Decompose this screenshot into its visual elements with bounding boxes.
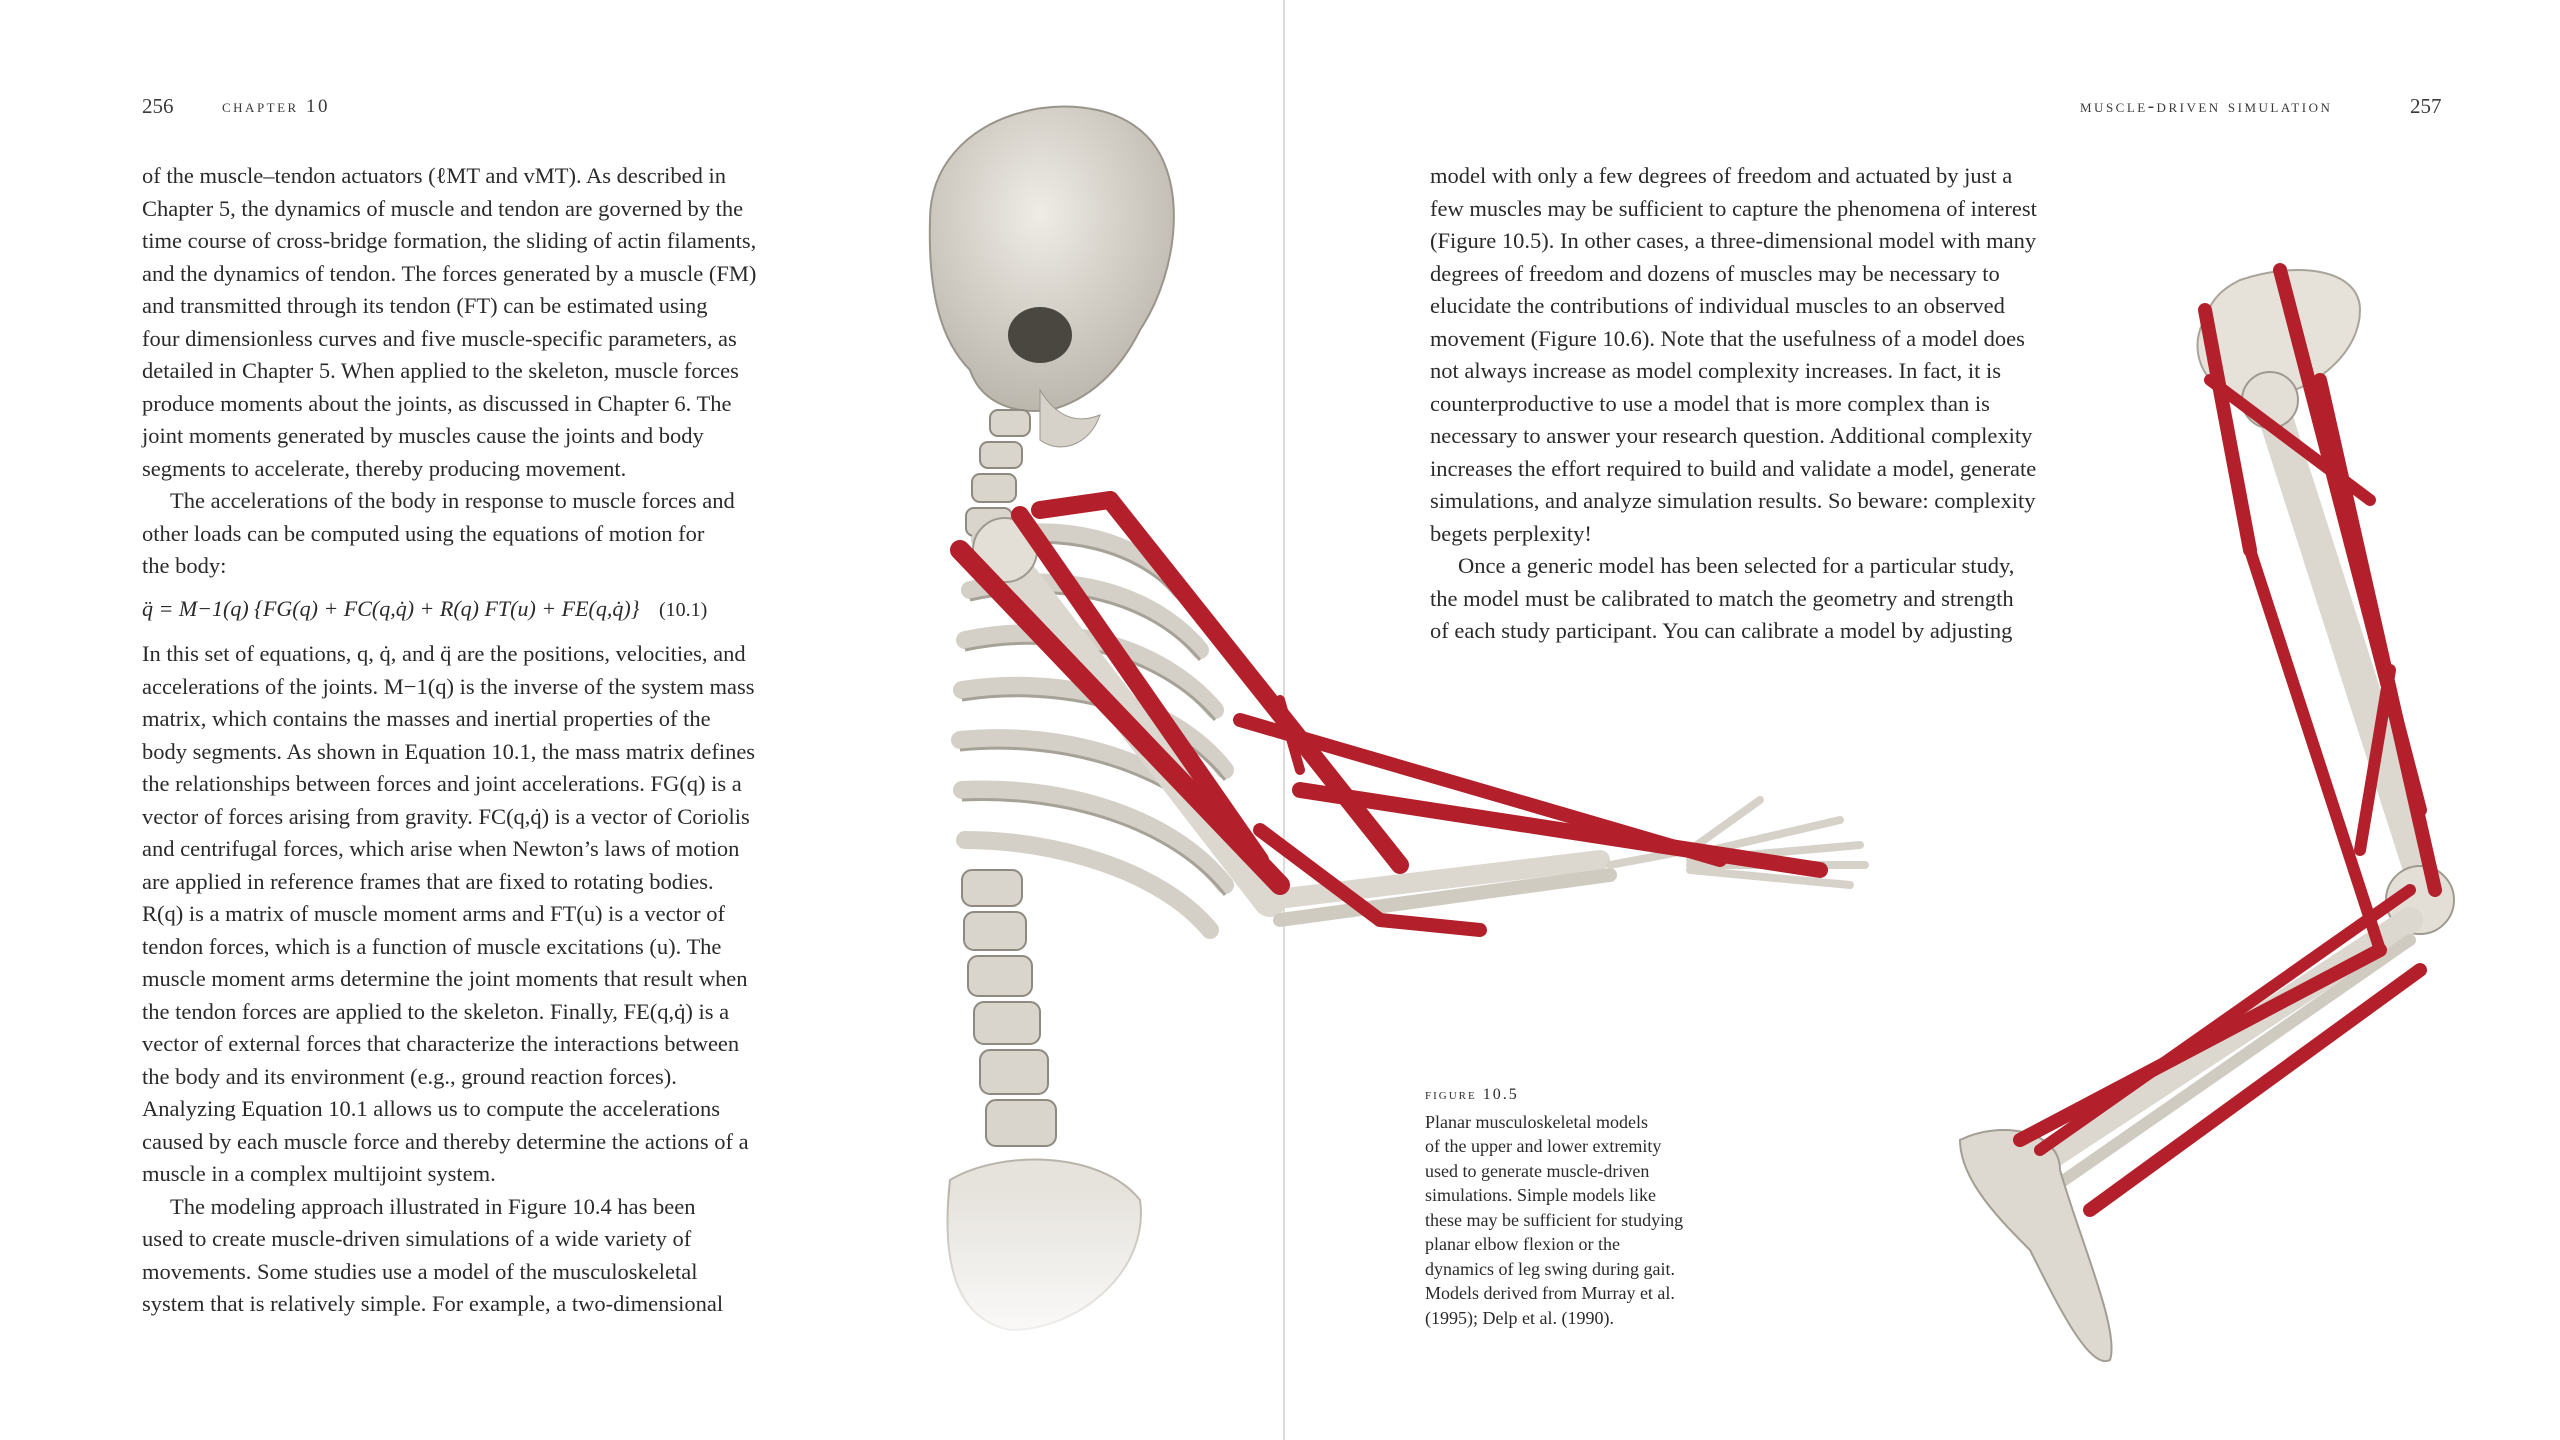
skull xyxy=(930,107,1174,447)
paragraph: The modeling approach illustrated in Figure 10.4 has been used to create muscle-driven simulations of a wide variety of movements. Some studies use a model of the musculoskeletal system that is relatively simple. For example, a two-dimensional xyxy=(142,1193,724,1316)
paragraph: The accelerations of the body in response to muscle forces and other loads can be computed using the equations of motion for the body: xyxy=(142,488,735,578)
paragraph: of the muscle–tendon actuators (ℓMT and vMT). As described in Chapter 5, the dynamics of muscle and tendon are governed by the time course of cross-bridge formation, the sliding of actin filaments, and the dynamics of tendon. The forces generated by a muscle (FM) and transmitted through its tendon (FT) can be estimated using four dimensionless curves and five muscle-specific parameters, as detailed in Chapter 5. When applied to the skeleton, muscle forces produce moments about the joints, as discussed in Chapter 6. The joint moments generated by muscles cause the joints and body segments to accelerate, thereby producing movement. xyxy=(142,163,757,481)
figure-label: figure 10.5 xyxy=(1425,1086,1519,1103)
figure-caption-text: Planar musculoskeletal models of the upper and lower extremity used to generate muscle-driven simulations. Simple models like these may be sufficient for studying planar elbow flexion or the dynamics of leg swing during gait. Models derived from Murray et al. (1995); Delp et al. (1990). xyxy=(1425,1111,1684,1328)
right-page-number: 257 xyxy=(2410,94,2442,118)
left-page-number: 256 xyxy=(142,94,174,118)
lower-extremity-model-illustration xyxy=(1940,250,2500,1370)
equation-body: q̈ = M−1(q) {FG(q) + FC(q,q̇) + R(q) FT(u) + FE(q,q̇)} xyxy=(142,595,640,621)
upper-extremity-model-illustration xyxy=(840,70,2080,1370)
left-running-head: chapter 10 xyxy=(222,96,330,117)
paragraph: model with only a few degrees of freedom and actuated by just a few muscles may be sufficient to capture the phenomena of interest (Figure 10.5). In other cases, a three-dimensional model with many degrees of freedom and dozens of muscles may be necessary to elucidate the contributions of individual muscles to an observed movement (Figure 10.6). Note that the usefulness of a model does not always increase as model complexity increases. In fact, it is counterproductive to use a model that is more complex than is necessary to answer your research question. Additional complexity increases the effort required to build and validate a model, generate simulations, and analyze simulation results. So beware: complexity begets perplexity! xyxy=(1430,163,2037,546)
fade-overlay xyxy=(840,1190,1260,1370)
left-body-text xyxy=(142,160,802,1321)
paragraph: Once a generic model has been selected for a particular study, the model must be calibrated to match the geometry and strength of each study participant. You can calibrate a model by adjusting xyxy=(1430,553,2015,643)
right-running-head: muscle-driven simulation xyxy=(2080,96,2333,117)
equation-10-1 xyxy=(142,593,802,627)
equation-number: (10.1) xyxy=(659,598,708,621)
paragraph: In this set of equations, q, q̇, and q̈ are the positions, velocities, and accelerations of the joints. M−1(q) is the inverse of the system mass matrix, which contains the masses and inertial properties of the body segments. As shown in Equation 10.1, the mass matrix defines the relationships between forces and joint accelerations. FG(q) is a vector of forces arising from gravity. FC(q,q̇) is a vector of Coriolis and centrifugal forces, which arise when Newton’s laws of motion are applied in reference frames that are fixed to rotating bodies. R(q) is a matrix of muscle moment arms and FT(u) is a vector of tendon forces, which is a function of muscle excitations (u). The muscle moment arms determine the joint moments that result when the tendon forces are applied to the skeleton. Finally, FE(q,q̇) is a vector of external forces that characterize the interactions between the body and its environment (e.g., ground reaction forces). Analyzing Equation 10.1 allows us to compute the accelerations caused by each muscle force and thereby determine the actions of a muscle in a complex multijoint system. xyxy=(142,641,756,1186)
